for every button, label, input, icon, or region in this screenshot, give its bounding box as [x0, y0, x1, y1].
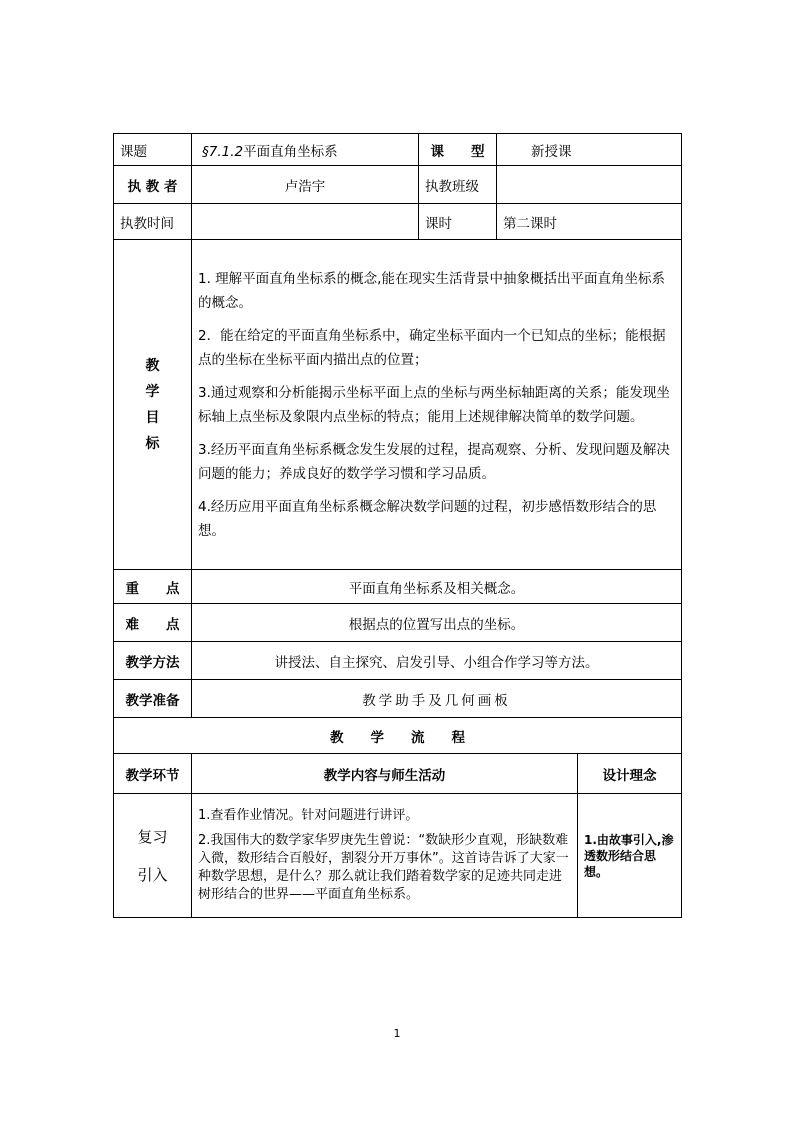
- period-label: 课时: [419, 204, 497, 240]
- flow-col-content: 教学内容与师生活动: [192, 754, 578, 794]
- period-value: 第二课时: [497, 204, 682, 240]
- review-item: 2.我国伟大的数学家华罗庚先生曾说：“数缺形少直观，形缺数难入微，数形结合百般好，割裂分开万事休”。这首诗告诉了大家一种数学思想，是什么？那么就让我们踏着数学家的足迹共同走进树形结合的世界——平面直角坐标系。: [198, 833, 569, 902]
- objective-item: 3.经历平面直角坐标系概念发生发展的过程，提高观察、分析、发现问题及解决问题的能力；养成良好的数学学习惯和学习品质。: [198, 441, 670, 482]
- review-content: [192, 794, 578, 918]
- row-topic: [114, 134, 682, 166]
- objective-item: 4.经历应用平面直角坐标系概念解决数学问题的过程，初步感悟数形结合的思想。: [198, 498, 657, 539]
- type-value: 新授课: [497, 134, 682, 166]
- row-objectives: [114, 240, 682, 570]
- review-label: 复习 引入: [114, 794, 192, 918]
- objectives-label: 教 学 目 标: [114, 240, 192, 570]
- row-review: [114, 794, 682, 918]
- method-label: 教学方法: [114, 642, 192, 680]
- objective-item: 2．能在给定的平面直角坐标系中，确定坐标平面内一个已知点的坐标；能根据点的坐标在坐标平面内描出点的位置；: [198, 327, 666, 368]
- row-flow-header: [114, 754, 682, 794]
- topic-text: 平面直角坐标系: [243, 143, 338, 160]
- teacher-label: 执 教 者: [114, 166, 192, 204]
- topic-value: [192, 134, 419, 166]
- key-point-label: 重 点: [114, 570, 192, 604]
- flow-col-stage: 教学环节: [114, 754, 192, 794]
- row-preparation: [114, 680, 682, 718]
- key-point-value: 平面直角坐标系及相关概念。: [192, 570, 682, 604]
- method-value: 讲授法、自主探究、启发引导、小组合作学习等方法。: [192, 642, 682, 680]
- topic-section: §7.1.2: [202, 143, 244, 160]
- row-difficulty: [114, 604, 682, 642]
- preparation-value: 教学助手及几何画板: [192, 680, 682, 718]
- row-flow-title: [114, 718, 682, 754]
- class-label: 执教班级: [419, 166, 497, 204]
- flow-col-idea: 设计理念: [578, 754, 682, 794]
- row-teacher: [114, 166, 682, 204]
- flow-title: 教 学 流 程: [114, 718, 682, 754]
- time-value: [192, 204, 419, 240]
- review-item: 1.查看作业情况。针对问题进行讲评。: [198, 808, 419, 823]
- difficulty-value: 根据点的位置写出点的坐标。: [192, 604, 682, 642]
- preparation-label: 教学准备: [114, 680, 192, 718]
- row-key-point: [114, 570, 682, 604]
- type-label: 课 型: [419, 134, 497, 166]
- review-idea: 1.由故事引入,渗透数形结合思想。: [578, 794, 682, 918]
- teacher-value: 卢浩宇: [192, 166, 419, 204]
- lesson-plan-table: [113, 133, 682, 918]
- difficulty-label: 难 点: [114, 604, 192, 642]
- class-value: [497, 166, 682, 204]
- topic-label: 课题: [114, 134, 192, 166]
- page-number: 1: [393, 1027, 401, 1040]
- objective-item: 1. 理解平面直角坐标系的概念,能在现实生活背景中抽象概括出平面直角坐标系的概念。: [198, 270, 665, 311]
- row-method: [114, 642, 682, 680]
- objective-item: 3.通过观察和分析能揭示坐标平面上点的坐标与两坐标轴距离的关系；能发现坐标轴上点坐标及象限内点坐标的特点；能用上述规律解决简单的数学问题。: [198, 384, 670, 425]
- time-label: 执教时间: [114, 204, 192, 240]
- objectives-content: [192, 240, 682, 570]
- row-time: [114, 204, 682, 240]
